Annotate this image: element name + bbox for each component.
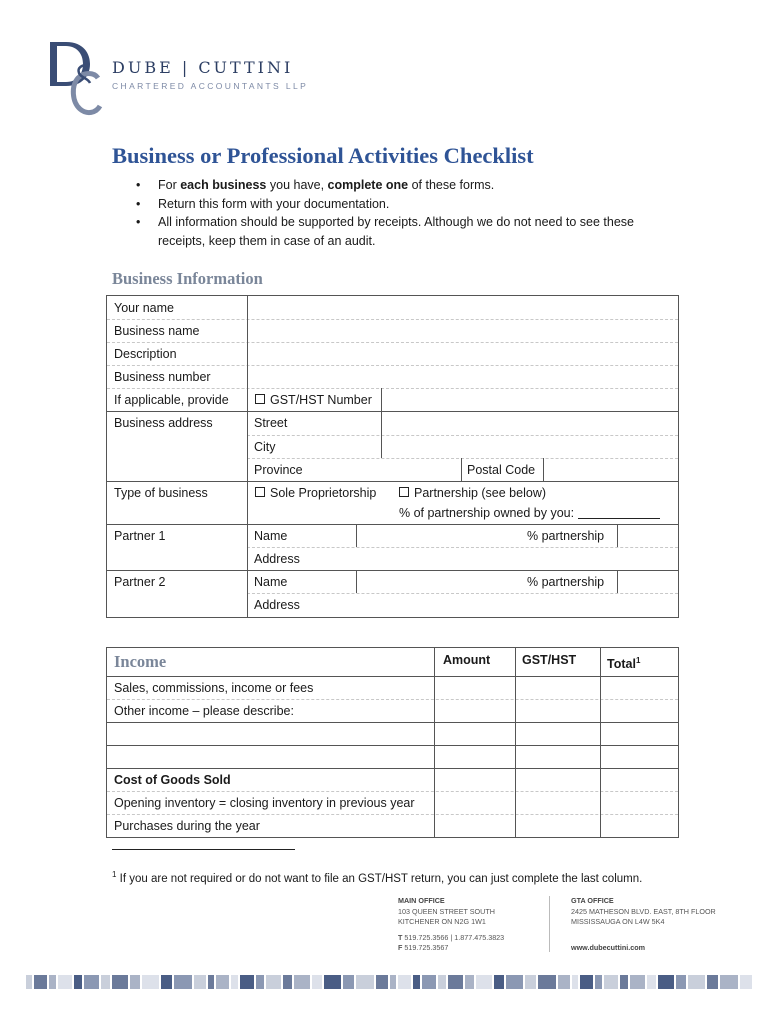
band-block bbox=[580, 975, 593, 989]
label-city: City bbox=[254, 440, 276, 454]
label-partner-1: Partner 1 bbox=[114, 529, 166, 543]
label-partner-2: Partner 2 bbox=[114, 575, 166, 589]
label-partner-1-pct: % partnership bbox=[527, 529, 605, 543]
firm-subtitle: CHARTERED ACCOUNTANTS LLP bbox=[112, 81, 309, 91]
label-postal-code: Postal Code bbox=[467, 463, 536, 477]
sole-proprietorship-checkbox[interactable]: Sole Proprietorship bbox=[255, 486, 376, 501]
partnership-checkbox[interactable]: Partnership (see below) bbox=[399, 486, 546, 501]
income-form bbox=[106, 647, 679, 838]
footnote: $^1$ If you are not required or do not want to file an GST/HST return, you can just complete the last column. bbox=[112, 870, 643, 885]
gta-office-street: 2425 MATHESON BLVD. EAST, 8TH FLOOR bbox=[571, 906, 716, 916]
blank-line bbox=[578, 506, 660, 519]
checkbox-icon bbox=[255, 487, 265, 497]
band-block bbox=[494, 975, 504, 989]
website-link[interactable]: www.dubecuttini.com bbox=[571, 942, 646, 952]
band-block bbox=[312, 975, 322, 989]
main-office-block bbox=[398, 896, 504, 954]
label-business-name: Business name bbox=[114, 324, 200, 338]
income-row: Opening inventory = closing inventory in previous year bbox=[114, 796, 415, 810]
label-partner-2-address: Address bbox=[254, 598, 300, 612]
band-block bbox=[26, 975, 32, 989]
band-block bbox=[506, 975, 523, 989]
label-business-address: Business address bbox=[114, 416, 213, 430]
business-info-form bbox=[106, 295, 679, 618]
band-block bbox=[398, 975, 411, 989]
band-block bbox=[49, 975, 56, 989]
label-description: Description bbox=[114, 347, 177, 361]
band-block bbox=[647, 975, 656, 989]
gta-office-heading: GTA OFFICE bbox=[571, 896, 614, 905]
business-info-heading: Business Information bbox=[112, 269, 263, 288]
band-block bbox=[34, 975, 47, 989]
col-gst-hst: GST/HST bbox=[522, 653, 577, 667]
band-block bbox=[688, 975, 705, 989]
band-block bbox=[324, 975, 341, 989]
band-block bbox=[343, 975, 354, 989]
instruction-item: • Return this form with your documentation. bbox=[112, 195, 672, 214]
band-block bbox=[465, 975, 474, 989]
col-amount: Amount bbox=[443, 653, 491, 667]
band-block bbox=[572, 975, 578, 989]
label-partner-1-address: Address bbox=[254, 552, 300, 566]
band-block bbox=[101, 975, 110, 989]
band-block bbox=[438, 975, 446, 989]
office-divider bbox=[549, 896, 550, 952]
main-office-fax: F 519.725.3567 bbox=[398, 943, 449, 952]
label-partner-2-pct: % partnership bbox=[527, 575, 605, 589]
label-province: Province bbox=[254, 463, 303, 477]
income-row: Sales, commissions, income or fees bbox=[114, 681, 314, 695]
pct-owned-field[interactable]: % of partnership owned by you: bbox=[399, 506, 660, 521]
gta-office-block bbox=[571, 896, 716, 953]
band-block bbox=[620, 975, 628, 989]
instructions-list bbox=[112, 176, 672, 250]
band-block bbox=[376, 975, 388, 989]
band-block bbox=[216, 975, 229, 989]
income-row: Purchases during the year bbox=[114, 819, 260, 833]
band-block bbox=[174, 975, 192, 989]
income-row: Other income – please describe: bbox=[114, 704, 294, 718]
band-block bbox=[231, 975, 238, 989]
label-your-name: Your name bbox=[114, 301, 174, 315]
label-type-of-business: Type of business bbox=[114, 486, 208, 500]
band-block bbox=[720, 975, 738, 989]
band-block bbox=[630, 975, 645, 989]
main-office-city: KITCHENER ON N2G 1W1 bbox=[398, 917, 486, 926]
band-block bbox=[194, 975, 206, 989]
instruction-item: • For each business you have, complete one of these forms. bbox=[112, 176, 672, 195]
band-block bbox=[707, 975, 718, 989]
label-business-number: Business number bbox=[114, 370, 211, 384]
cost-of-goods-heading: Cost of Goods Sold bbox=[114, 773, 231, 787]
band-block bbox=[525, 975, 536, 989]
band-block bbox=[240, 975, 254, 989]
band-block bbox=[84, 975, 99, 989]
label-street: Street bbox=[254, 416, 288, 430]
band-block bbox=[208, 975, 214, 989]
band-block bbox=[658, 975, 674, 989]
band-block bbox=[256, 975, 264, 989]
instruction-item: • All information should be supported by receipts. Although we do not need to see these receipts, keep them in case of an audit. bbox=[112, 213, 672, 250]
label-if-applicable: If applicable, provide bbox=[114, 393, 229, 407]
band-block bbox=[676, 975, 686, 989]
col-total: Total$^1$ bbox=[607, 656, 641, 672]
checkbox-icon bbox=[399, 487, 409, 497]
band-block bbox=[390, 975, 396, 989]
band-block bbox=[294, 975, 310, 989]
band-block bbox=[604, 975, 618, 989]
label-partner-1-name: Name bbox=[254, 529, 288, 543]
band-block bbox=[476, 975, 492, 989]
band-block bbox=[740, 975, 752, 989]
band-block bbox=[422, 975, 436, 989]
main-office-street: 103 QUEEN STREET SOUTH bbox=[398, 906, 495, 916]
main-office-phone: T 519.725.3566 | 1.877.475.3823 bbox=[398, 932, 505, 942]
page-title: Business or Professional Activities Checklist bbox=[112, 143, 534, 168]
label-partner-2-name: Name bbox=[254, 575, 288, 589]
band-block bbox=[448, 975, 463, 989]
firm-logo bbox=[44, 36, 104, 118]
band-block bbox=[356, 975, 374, 989]
band-block bbox=[130, 975, 140, 989]
main-office-heading: MAIN OFFICE bbox=[398, 896, 445, 905]
gta-office-city: MISSISSAUGA ON L4W 5K4 bbox=[571, 917, 665, 926]
income-heading: Income bbox=[114, 652, 167, 671]
gst-hst-checkbox[interactable]: GST/HST Number bbox=[255, 393, 372, 408]
firm-name: DUBE | CUTTINI bbox=[112, 58, 294, 77]
footnote-divider bbox=[112, 849, 295, 850]
band-block bbox=[74, 975, 82, 989]
band-block bbox=[142, 975, 159, 989]
band-block bbox=[283, 975, 292, 989]
band-block bbox=[112, 975, 128, 989]
band-block bbox=[161, 975, 172, 989]
band-block bbox=[413, 975, 420, 989]
band-block bbox=[538, 975, 556, 989]
band-block bbox=[58, 975, 72, 989]
band-block bbox=[558, 975, 570, 989]
band-block bbox=[595, 975, 602, 989]
decorative-band bbox=[0, 975, 770, 989]
band-block bbox=[266, 975, 281, 989]
checkbox-icon bbox=[255, 394, 265, 404]
